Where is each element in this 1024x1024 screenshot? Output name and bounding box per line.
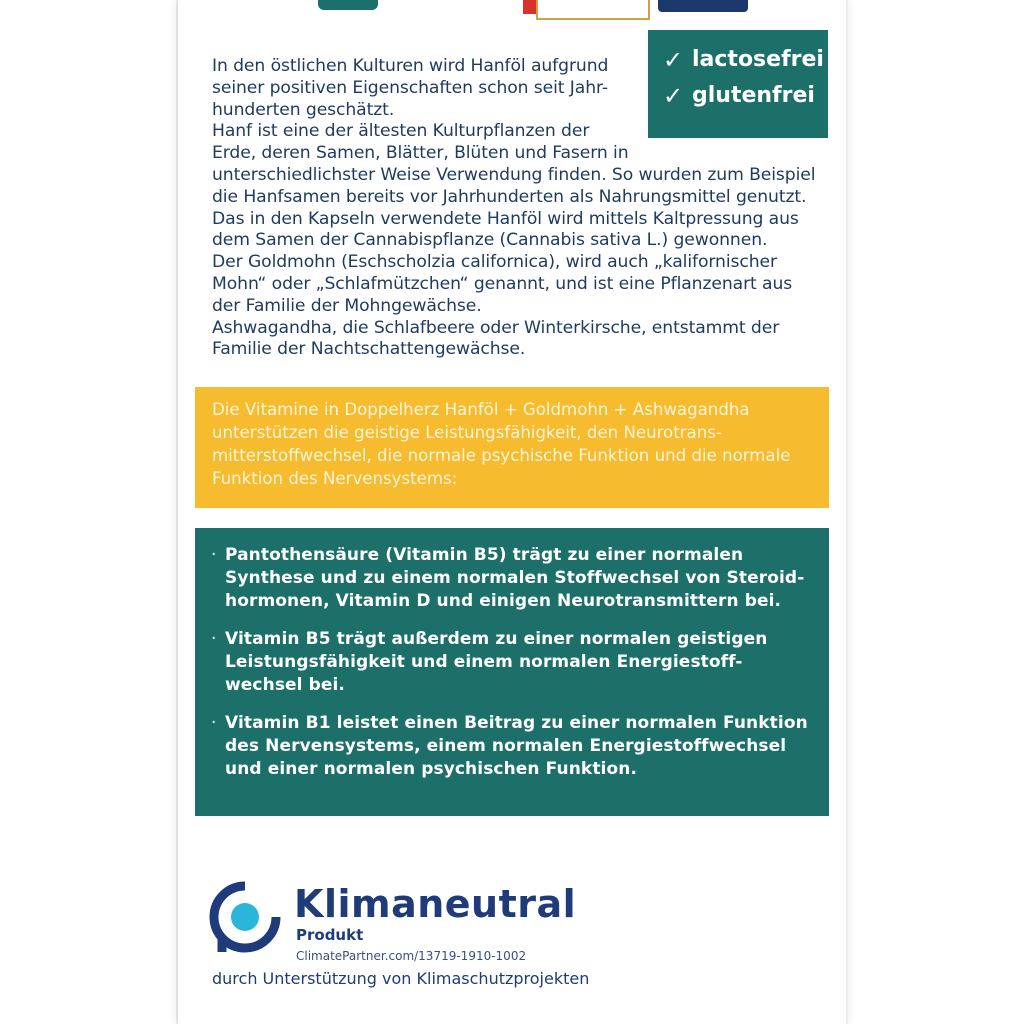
intro-paragraph: In den östlichen Kulturen wird Hanföl aufgrund seiner positiven Eigenschaften schon seit Jahr- hunderten geschätzt. Hanf ist eine der ältesten Kulturpflanzen der Erde, deren Samen, Blätter, Blüten und Fasern in unterschiedlichster Weise Verwendung finden. So wurden zum Beispiel die Hanfsamen bereits vor Jahrhunderten als Nahrungsmittel genutzt. Das in den Kapseln verwendete Hanföl wird mittels Kaltpressung aus dem Samen der Cannabispflanze (Cannabis sativa L.) gewonnen. Der Goldmohn (Eschscholzia californica), wird auch „kalifornischer Mohn“ oder „Schlafmützchen“ genannt, und ist eine Pflanzenart aus der Familie der Mohngewächse. Ashwagandha, die Schlafbeere oder Winterkirsche, entstammt der Familie der Nachtschattengewächse. [212, 56, 816, 360]
check-icon: ✓ [662, 82, 684, 110]
bullet-item [211, 544, 829, 613]
climate-neutral-title: Klimaneutral [294, 882, 577, 926]
check-icon: ✓ [662, 46, 684, 74]
bullet-text: Vitamin B5 trägt außerdem zu einer normalen geistigen Leistungsfähigkeit und einem normalen Energiestoff- wechsel bei. [225, 629, 768, 695]
bullet-text: Pantothensäure (Vitamin B5) trägt zu einer normalen Synthese und zu einem normalen Stoffwechsel von Steroid- hormonen, Vitamin D und einigen Neurotransmittern bei. [225, 545, 805, 611]
vitamin-claim-box: Die Vitamine in Doppelherz Hanföl + Goldmohn + Ashwagandha unterstützen die geistige Leistungsfähigkeit, den Neurotrans- mitterstoffwechsel, die normale psychische Funktion und die normale Funktion des Nervensystems: [195, 387, 829, 508]
badge-label-gluten: glutenfrei [692, 83, 815, 108]
bullet-text: Vitamin B1 leistet einen Beitrag zu einer normalen Funktion des Nervensystems, einem normalen Energiestoffwechsel und einer normalen psychischen Funktion. [225, 713, 808, 779]
free-from-badge [648, 30, 828, 138]
bullet-marker: · [211, 713, 217, 733]
top-flap-label-mark [536, 0, 650, 20]
badge-label-lactose: lactosefrei [692, 47, 824, 72]
climate-neutral-subtitle: Produkt [296, 926, 364, 944]
bullet-marker: · [211, 545, 217, 565]
badge-row-gluten [662, 78, 828, 114]
bullet-marker: · [211, 629, 217, 649]
climate-partner-url: ClimatePartner.com/13719-1910-1002 [296, 949, 527, 963]
bullet-item [211, 628, 829, 697]
top-flap-teal-mark [318, 0, 378, 10]
box-edge-right [846, 0, 848, 1024]
top-flap-strip [178, 0, 846, 22]
badge-row-lactose [662, 42, 828, 78]
top-flap-dark-mark [658, 0, 748, 12]
vitamin-bullets-box [195, 528, 829, 816]
bullet-item [211, 712, 829, 781]
climate-support-text: durch Unterstützung von Klimaschutzprojekten [212, 969, 590, 988]
climate-partner-logo-icon [208, 880, 282, 954]
